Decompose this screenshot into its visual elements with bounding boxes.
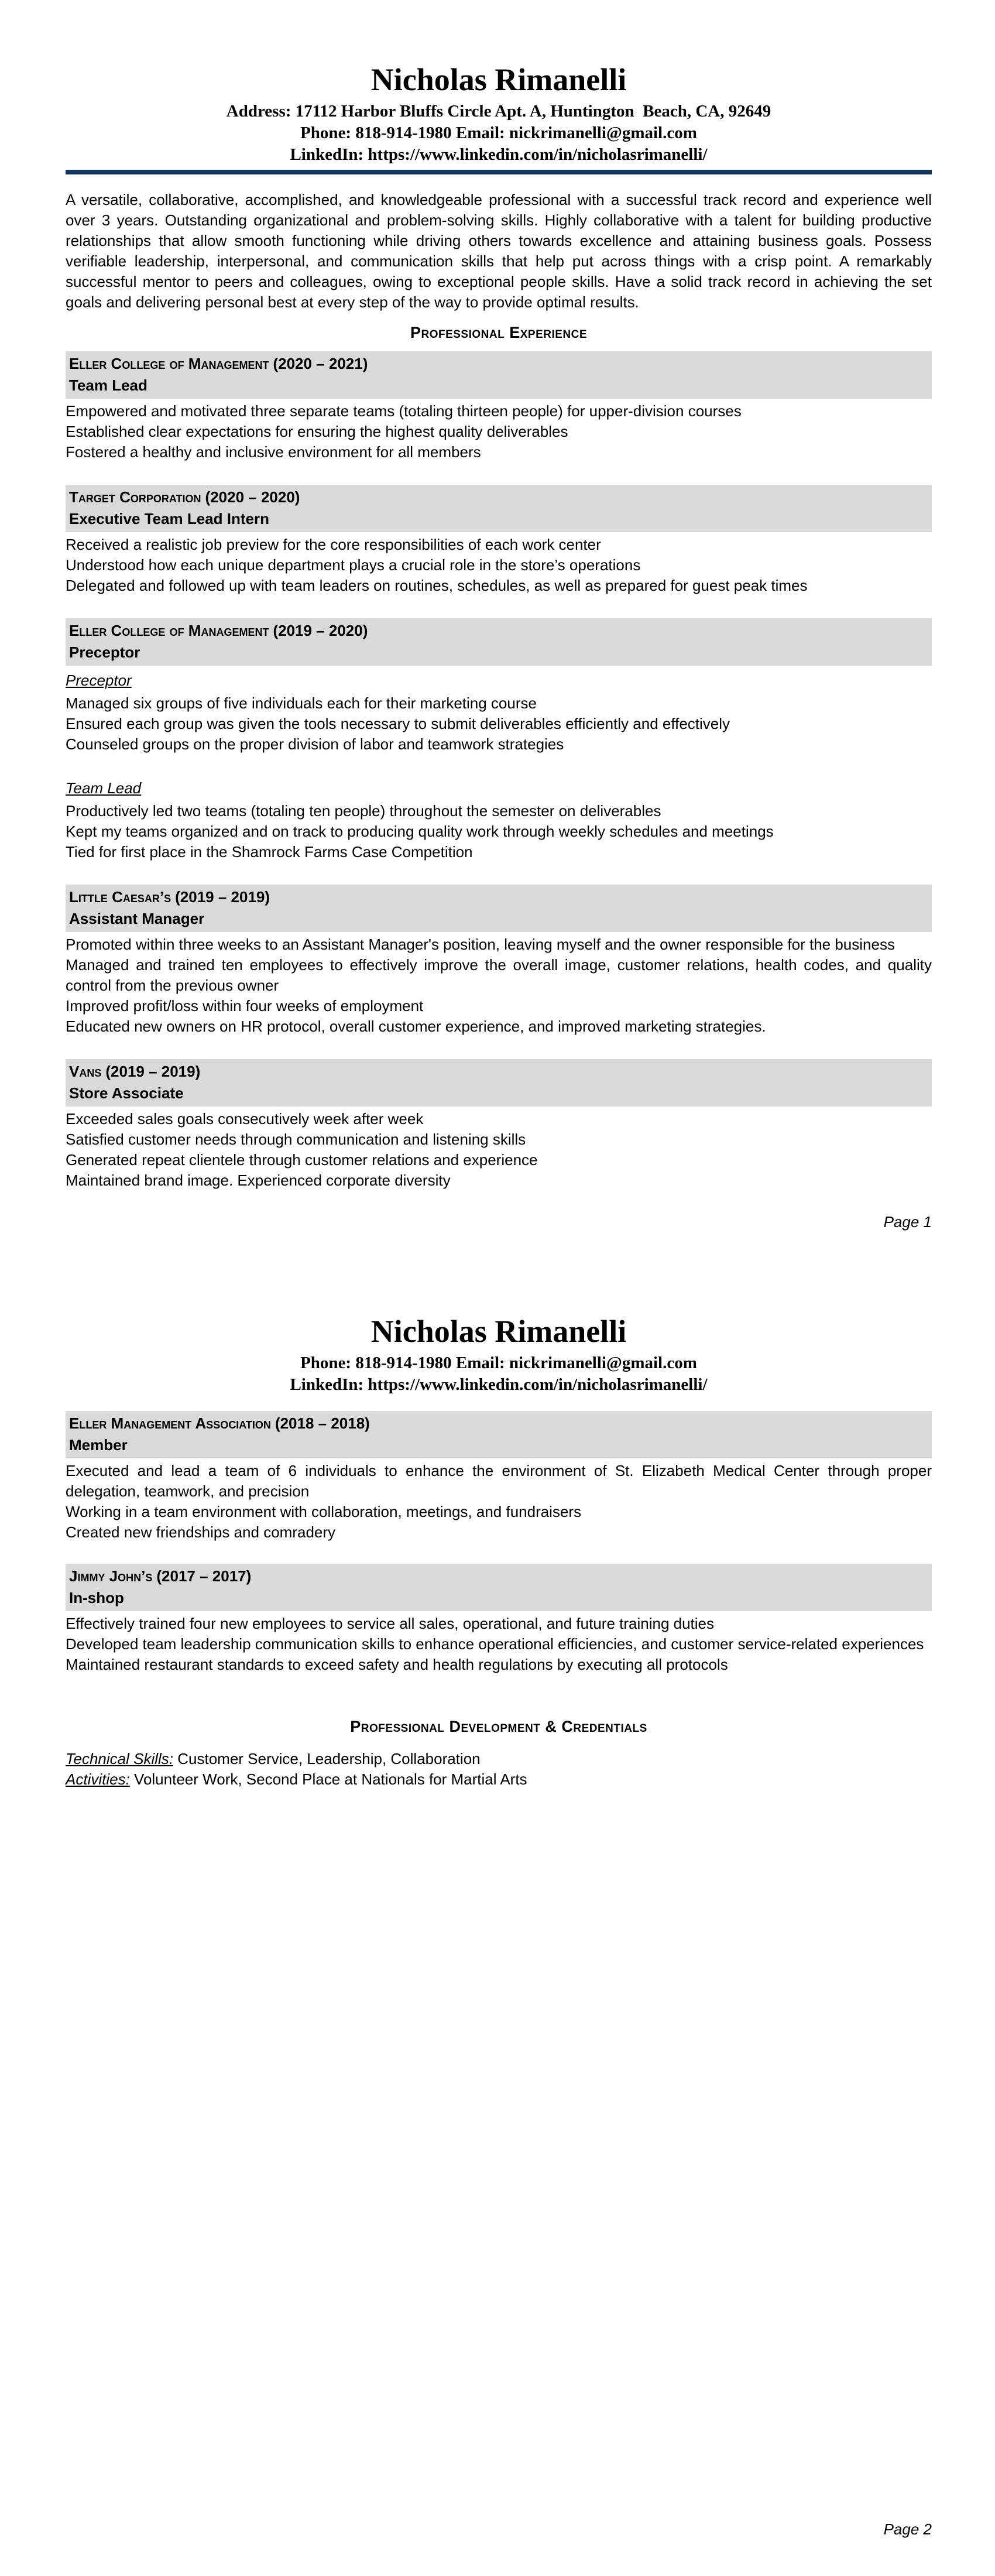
- sub-role-heading-preceptor: Preceptor: [66, 672, 132, 689]
- page1-name-title: Nicholas Rimanelli: [370, 62, 627, 97]
- page1-phone-email-line: Phone: 818-914-1980 Email: nickrimanelli@gmail.com: [300, 124, 697, 142]
- bullet-line: Working in a team environment with collaboration, meetings, and fundraisers: [66, 1503, 582, 1520]
- bullet-line: Maintained brand image. Experienced corporate diversity: [66, 1171, 451, 1189]
- job-dates: (2020 – 2021): [273, 355, 368, 372]
- activities-line: [66, 1769, 932, 1790]
- section-heading-professional-experience: Professional Experience: [410, 324, 588, 341]
- job-role: Preceptor: [69, 643, 140, 661]
- bullet-line: Understood how each unique department plays a crucial role in the store’s operations: [66, 556, 641, 574]
- job-header: [66, 1411, 932, 1458]
- page1-linkedin-line: LinkedIn: https://www.linkedin.com/in/nicholasrimanelli/: [290, 145, 708, 164]
- bullet-line: Tied for first place in the Shamrock Farms Case Competition: [66, 843, 473, 861]
- bullet-line: Satisfied customer needs through communication and listening skills: [66, 1131, 526, 1148]
- job-role: Member: [69, 1436, 128, 1454]
- job-company-line: [69, 620, 926, 642]
- bullet-line: Empowered and motivated three separate teams (totaling thirteen people) for upper-division courses: [66, 402, 742, 420]
- job-entry-little-caesars: [66, 885, 932, 1037]
- bullet-line: Managed six groups of five individuals each for their marketing course: [66, 694, 537, 712]
- bullet-line: Effectively trained four new employees to service all sales, operational, and future training duties: [66, 1615, 715, 1632]
- job-entry-target: [66, 485, 932, 596]
- bullet-line: Exceeded sales goals consecutively week after week: [66, 1110, 424, 1128]
- job-entry-eller-2020: [66, 351, 932, 463]
- company-name: Eller College of Management: [69, 355, 269, 372]
- job-bullet-list: [66, 801, 932, 862]
- job-dates: (2020 – 2020): [205, 488, 300, 506]
- company-name: Target Corporation: [69, 488, 201, 506]
- bullet-line: Created new friendships and comradery: [66, 1523, 336, 1541]
- company-name: Eller Management Association: [69, 1414, 271, 1432]
- bullet-line: Delegated and followed up with team leaders on routines, schedules, as well as prepared for guest peak times: [66, 577, 808, 594]
- document-content-column: [66, 0, 932, 1790]
- page2-footer: Page 2: [883, 2520, 932, 2538]
- page2-linkedin-line: LinkedIn: https://www.linkedin.com/in/nicholasrimanelli/: [290, 1375, 708, 1394]
- job-entry-vans: [66, 1059, 932, 1191]
- activities-text: Volunteer Work, Second Place at Nationals for Martial Arts: [129, 1770, 527, 1788]
- job-role: Assistant Manager: [69, 910, 205, 927]
- job-entry-eller-2019: [66, 618, 932, 862]
- job-header: [66, 485, 932, 532]
- bullet-line: Maintained restaurant standards to exceed safety and health regulations by executing all protocols: [66, 1656, 728, 1673]
- bullet-line: Fostered a healthy and inclusive environment for all members: [66, 443, 481, 461]
- bullet-line: Established clear expectations for ensuring the highest quality deliverables: [66, 423, 568, 440]
- job-dates: (2019 – 2020): [273, 622, 368, 639]
- job-bullet-list: [66, 1614, 932, 1675]
- job-role: Store Associate: [69, 1084, 184, 1102]
- bullet-line: Received a realistic job preview for the core responsibilities of each work center: [66, 536, 601, 553]
- job-bullet-list: [66, 1109, 932, 1191]
- job-header: [66, 1059, 932, 1107]
- bullet-line: Educated new owners on HR protocol, overall customer experience, and improved marketing strategies.: [66, 1018, 766, 1035]
- job-header: [66, 351, 932, 399]
- job-role: Team Lead: [69, 376, 147, 394]
- bullet-line: Executed and lead a team of 6 individuals to enhance the environment of St. Elizabeth Medical Center through proper delegation, teamwork, and precision: [66, 1462, 932, 1500]
- job-header: [66, 1564, 932, 1611]
- bullet-line: Counseled groups on the proper division of labor and teamwork strategies: [66, 735, 564, 753]
- activities-label: Activities:: [66, 1770, 130, 1788]
- page1-address-line: Address: 17112 Harbor Bluffs Circle Apt. A, Huntington Beach, CA, 92649: [226, 102, 771, 121]
- job-bullet-list: [66, 401, 932, 463]
- section-heading-professional-development: Professional Development & Credentials: [350, 1718, 647, 1735]
- header-divider-rule: [66, 170, 932, 174]
- company-name: Eller College of Management: [69, 622, 269, 639]
- job-dates: (2018 – 2018): [275, 1414, 370, 1432]
- bullet-line: Improved profit/loss within four weeks of employment: [66, 997, 424, 1015]
- job-dates: (2017 – 2017): [156, 1567, 252, 1585]
- company-name: Little Caesar’s: [69, 888, 171, 906]
- bullet-line: Managed and trained ten employees to effectively improve the overall image, customer relations, health codes, and quality control from the previous owner: [66, 956, 932, 994]
- job-bullet-list: [66, 535, 932, 596]
- job-bullet-list: [66, 693, 932, 755]
- job-role: Executive Team Lead Intern: [69, 510, 269, 527]
- job-dates: (2019 – 2019): [175, 888, 270, 906]
- job-company-line: [69, 1061, 926, 1083]
- technical-skills-line: [66, 1749, 932, 1769]
- job-company-line: [69, 487, 926, 508]
- job-company-line: [69, 353, 926, 375]
- job-dates: (2019 – 2019): [105, 1063, 201, 1080]
- company-name: Vans: [69, 1063, 102, 1080]
- bullet-line: Developed team leadership communication skills to enhance operational efficiencies, and customer service-related experiences: [66, 1635, 924, 1653]
- job-bullet-list: [66, 1461, 932, 1543]
- page1-footer: Page 1: [883, 1213, 932, 1231]
- job-header: [66, 885, 932, 932]
- sub-role-heading-team-lead: Team Lead: [66, 779, 142, 797]
- job-company-line: [69, 1413, 926, 1434]
- company-name: Jimmy John’s: [69, 1567, 153, 1585]
- bullet-line: Ensured each group was given the tools necessary to submit deliverables efficiently and effectively: [66, 715, 730, 732]
- job-company-line: [69, 1566, 926, 1587]
- bullet-line: Productively led two teams (totaling ten people) throughout the semester on deliverables: [66, 802, 661, 820]
- job-role: In-shop: [69, 1589, 124, 1606]
- bullet-line: Generated repeat clientele through customer relations and experience: [66, 1151, 538, 1169]
- technical-skills-label: Technical Skills:: [66, 1750, 174, 1767]
- bullet-line: Kept my teams organized and on track to producing quality work through weekly schedules and meetings: [66, 823, 774, 840]
- job-entry-eller-management-association: [66, 1411, 932, 1543]
- job-header: [66, 618, 932, 666]
- page2-name-title: Nicholas Rimanelli: [370, 1314, 627, 1349]
- job-entry-jimmy-johns: [66, 1564, 932, 1675]
- job-company-line: [69, 886, 926, 908]
- summary-paragraph: A versatile, collaborative, accomplished, and knowledgeable professional with a successful track record and experience well over 3 years. Outstanding organizational and problem-solving skills. Highly collaborative with a talent for building productive relationships that allow smooth functioning while driving others towards excellence and attaining business goals. Possess verifiable leadership, interpersonal, and communication skills that help put across things with a crisp point. A remarkably successful mentor to peers and colleagues, owing to exceptional people skills. Have a solid track record in achieving the set goals and delivering personal best at every step of the way to provide optimal results.: [66, 191, 932, 311]
- page2-phone-email-line: Phone: 818-914-1980 Email: nickrimanelli@gmail.com: [300, 1354, 697, 1372]
- bullet-line: Promoted within three weeks to an Assistant Manager's position, leaving myself and the owner responsible for the business: [66, 936, 895, 953]
- technical-skills-text: Customer Service, Leadership, Collaboration: [173, 1750, 481, 1767]
- job-bullet-list: [66, 934, 932, 1037]
